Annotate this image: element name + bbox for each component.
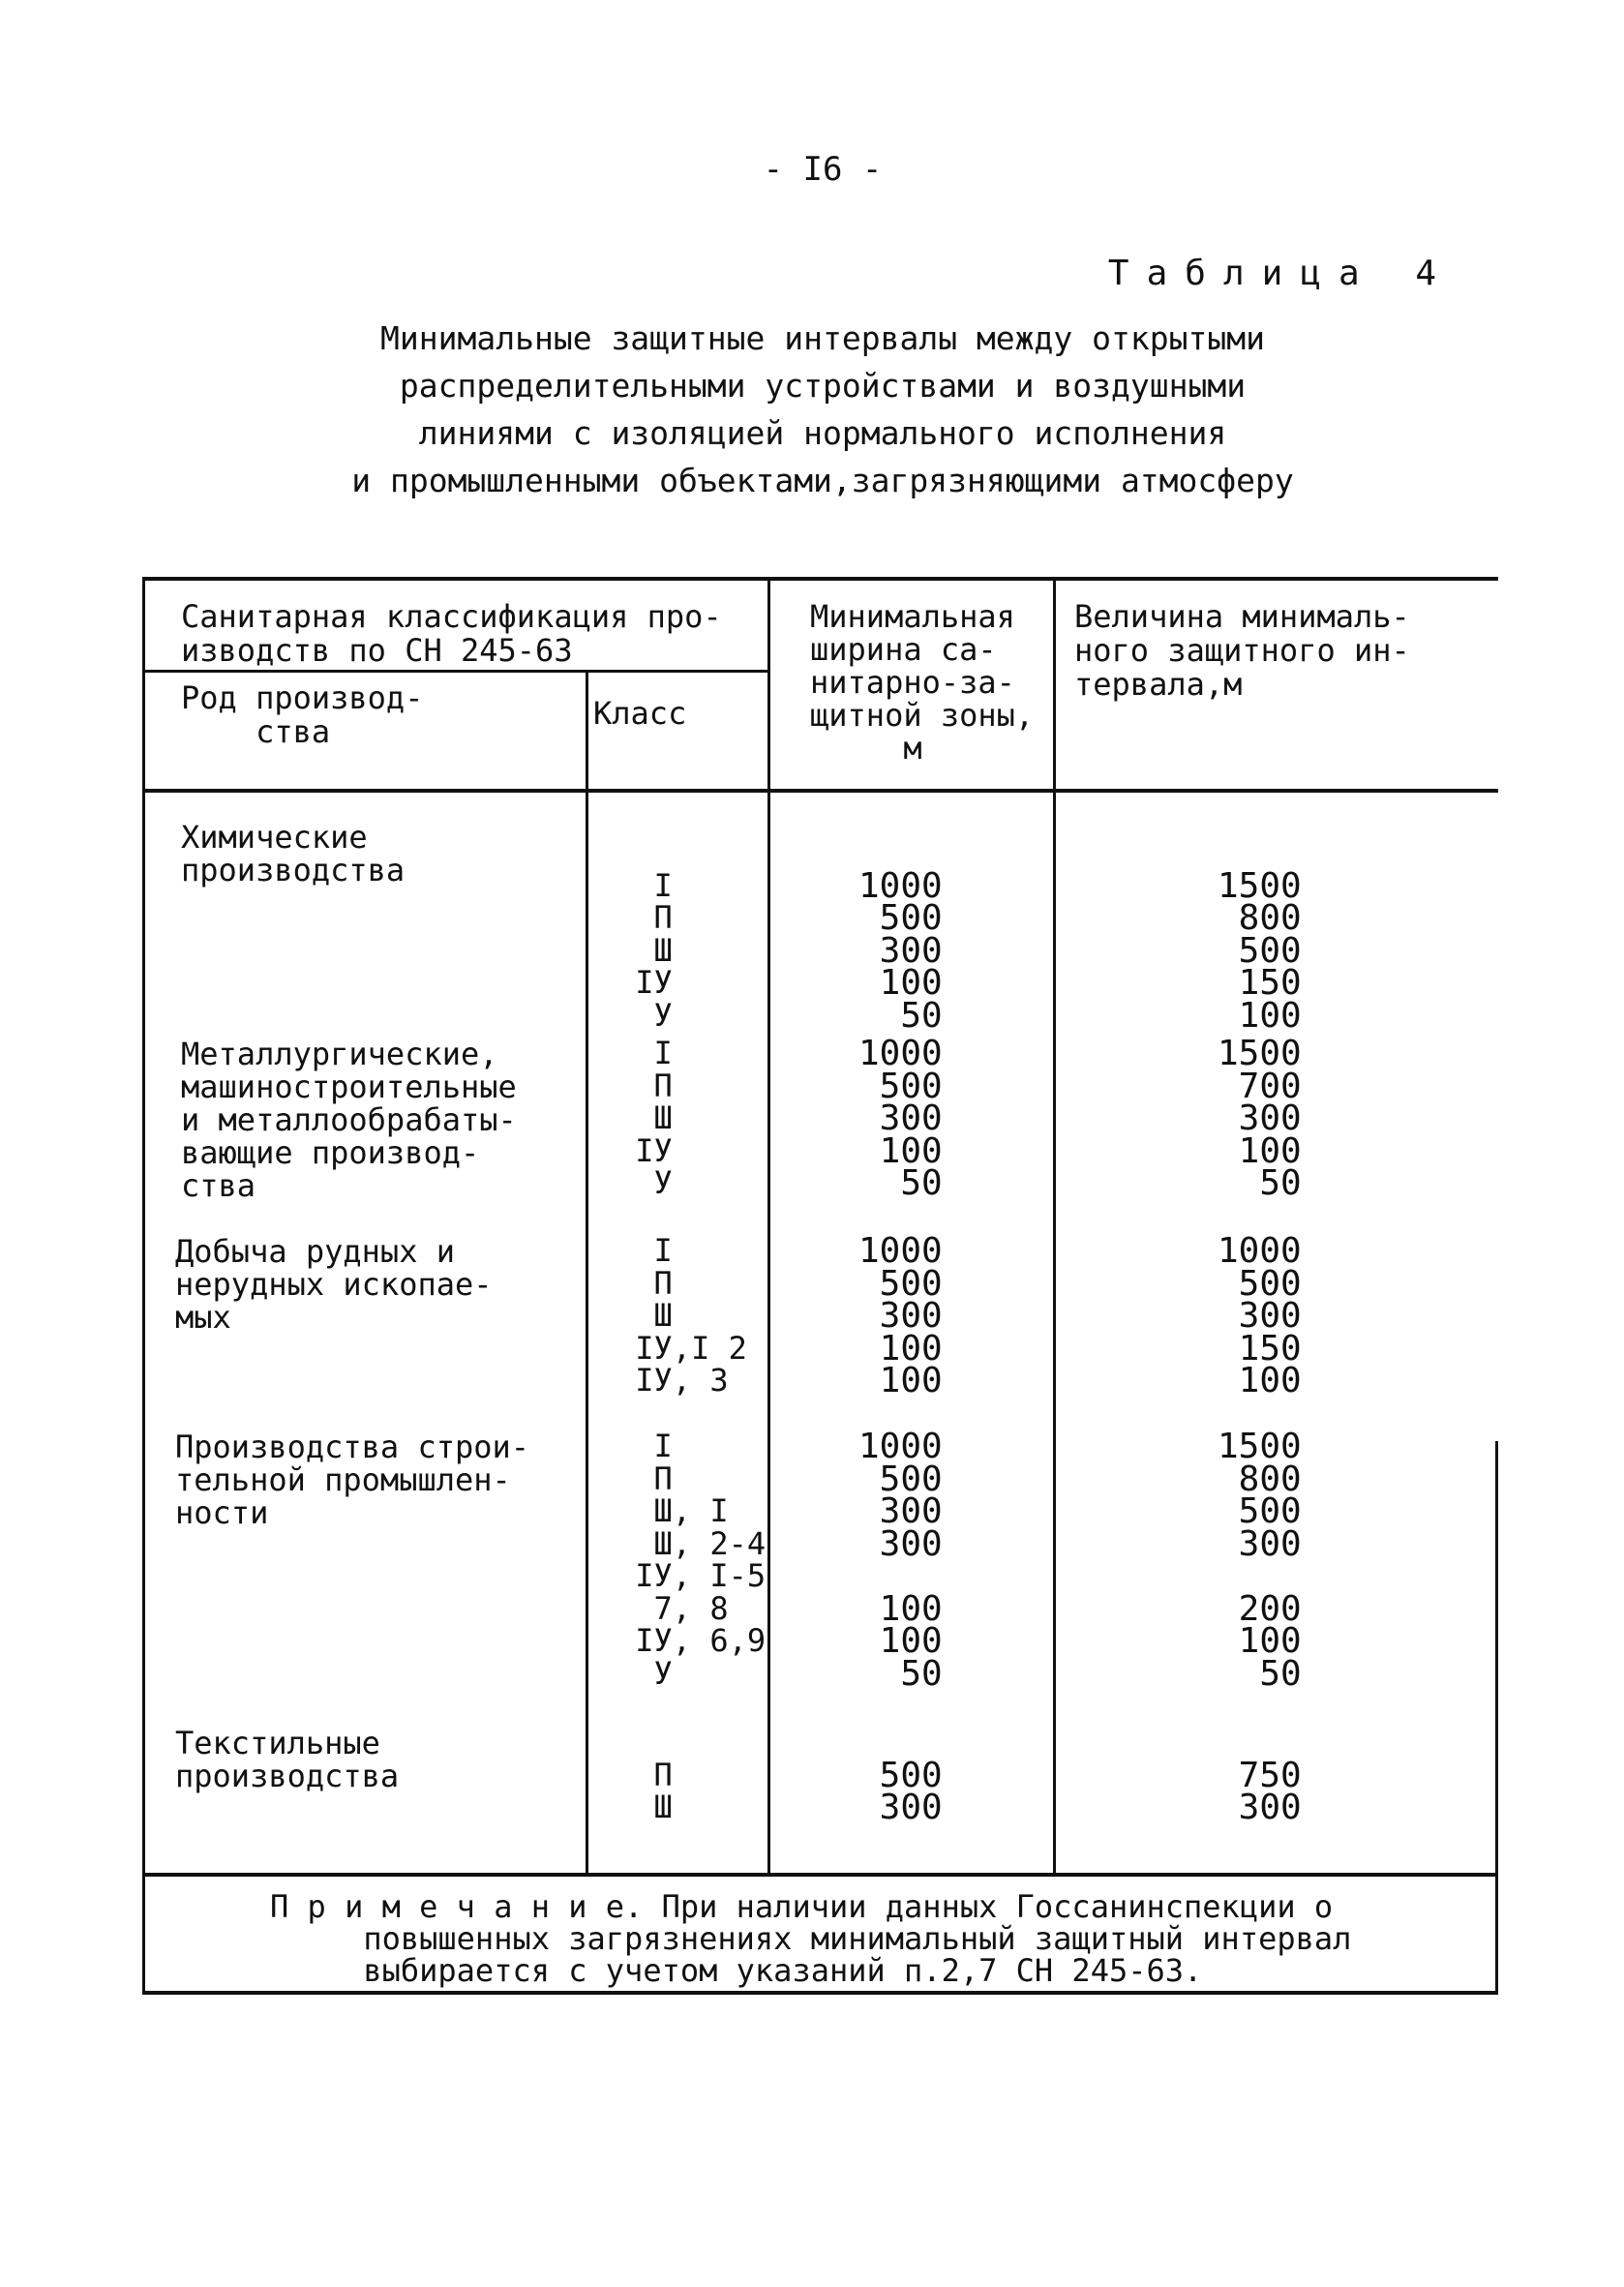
row-construction-widths: 1000 500 300 300 100 100 50 (858, 1427, 943, 1694)
table-top-rule (142, 577, 1498, 581)
row-metallurgy-name: Металлургические, машиностроительные и металлообрабаты- вающие производ- ства (181, 1036, 517, 1204)
row-construction-intervals: 1500 800 500 300 200 100 50 (1218, 1427, 1302, 1694)
column-rule-class (767, 577, 770, 1875)
header-interval: Величина минималь- ного защитного ин- тервала,м (1074, 598, 1410, 703)
data-table (142, 577, 1498, 1995)
row-textile-name: Текстильные производства (175, 1725, 400, 1794)
column-rule-width (1053, 577, 1056, 1875)
row-chemical-classes: I П Ш IУ У (635, 866, 673, 1034)
table-note: П р и м е ч а н и е. При наличии данных Госсанинспекции о повышенных загрязнениях минимальный защитный интервал выбирается с учетом указаний п.2,7 СН 245-63. (270, 1888, 1352, 1989)
header-min-width: Минимальная ширина са- нитарно-за- щитной зоны, м (810, 598, 1035, 767)
caption-line: Минимальные защитные интервалы между открытыми (380, 319, 1265, 357)
row-mining-name: Добыча рудных и нерудных ископае- мых (175, 1233, 493, 1336)
table-caption (290, 315, 1355, 504)
column-rule-kind (586, 670, 588, 1875)
header-class: Класс (593, 695, 687, 732)
row-chemical-widths: 1000 500 300 100 50 (858, 865, 943, 1036)
caption-line: линиями с изоляцией нормального исполнения (418, 414, 1227, 452)
row-mining-widths: 1000 500 300 100 100 (858, 1231, 943, 1400)
header-group-title: Санитарная классификация про- изводств по СН 245-63 (181, 598, 722, 669)
table-label: Таблица 4 (1107, 254, 1454, 293)
row-metallurgy-classes: I П Ш IУ У (635, 1035, 673, 1201)
row-textile-widths: 500 300 (879, 1755, 943, 1827)
row-chemical-intervals: 1500 800 500 150 100 (1218, 865, 1302, 1036)
header-group-rule (142, 670, 769, 673)
row-mining-classes: I П Ш IУ,I 2 IУ, 3 (635, 1232, 747, 1399)
caption-line: распределительными устройствами и воздушными (399, 367, 1247, 405)
row-textile-intervals: 750 300 (1238, 1755, 1302, 1827)
header-bottom-rule (142, 789, 1498, 793)
row-metallurgy-widths: 1000 500 300 100 50 (858, 1034, 943, 1203)
row-metallurgy-intervals: 1500 700 300 100 50 (1218, 1034, 1302, 1203)
table-right-rule (1495, 1441, 1498, 1995)
caption-line: и промышленными объектами,загрязняющими атмосферу (351, 462, 1294, 499)
body-bottom-rule (142, 1873, 1498, 1877)
row-construction-name: Производства строи- тельной промышлен- ности (175, 1429, 530, 1531)
table-left-rule (142, 577, 145, 1995)
page-number: - I6 - (763, 150, 883, 189)
table-bottom-rule (142, 1991, 1498, 1995)
row-construction-classes: I П Ш, I Ш, 2-4 IУ, I-5 7, 8 IУ, 6,9 У (635, 1428, 767, 1692)
row-mining-intervals: 1000 500 300 150 100 (1218, 1231, 1302, 1400)
row-textile-classes: П Ш (653, 1756, 673, 1825)
row-chemical-name: Химические производства (181, 819, 406, 888)
header-kind: Род производ- ства (181, 679, 424, 750)
